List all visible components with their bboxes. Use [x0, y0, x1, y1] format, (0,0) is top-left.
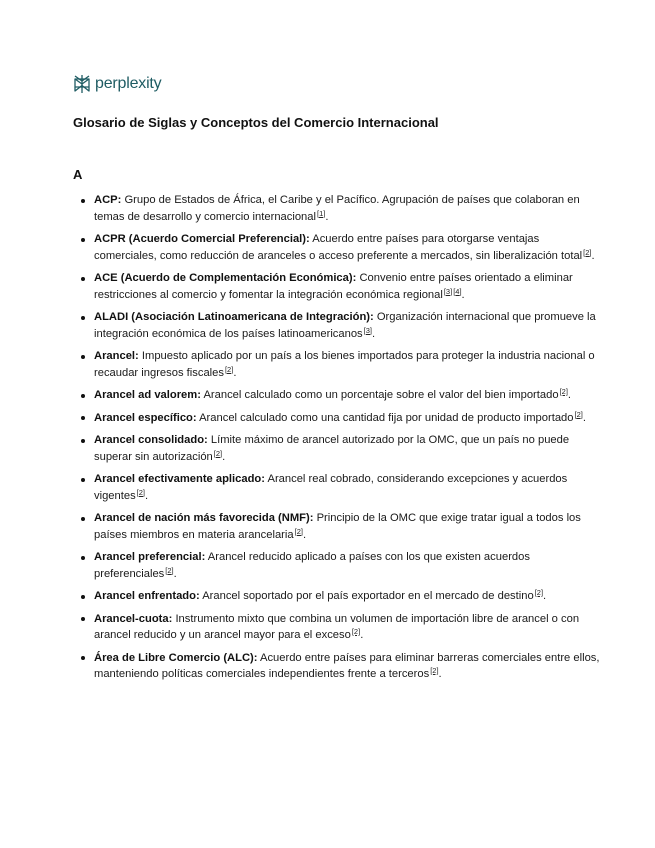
glossary-term: Arancel — [94, 350, 136, 362]
term-separator: : — [195, 590, 200, 602]
citation-link[interactable]: [2] — [559, 387, 568, 396]
glossary-definition: Arancel reducido aplicado a países con los que existen acuerdos preferenciales — [94, 551, 530, 580]
citation-link[interactable]: [2] — [534, 588, 544, 597]
sentence-period: . — [233, 366, 237, 379]
glossary-list — [73, 192, 604, 689]
sentence-period: . — [325, 210, 329, 223]
citation-link[interactable]: [2] — [430, 666, 439, 675]
glossary-term: Arancel específico — [94, 411, 193, 424]
glossary-entry — [94, 309, 604, 342]
sentence-period: . — [461, 288, 465, 301]
term-separator: : — [135, 350, 139, 362]
glossary-definition: Organización internacional que promueve la integración económica de los países latinoamericanos — [94, 311, 596, 340]
perplexity-logo — [73, 74, 161, 94]
glossary-term: ACE (Acuerdo de Complementación Económica) — [94, 272, 353, 284]
citation-link[interactable]: [2] — [213, 448, 223, 458]
glossary-definition: Acuerdo entre países para eliminar barreras comerciales entre ellos, manteniendo políticas comerciales independientes frente a terceros — [94, 651, 600, 680]
citation-link[interactable]: [2] — [574, 409, 583, 419]
citation-link[interactable]: [2] — [294, 526, 303, 536]
term-separator: : — [352, 272, 357, 284]
term-separator: : — [261, 473, 265, 485]
sentence-period: . — [145, 489, 149, 502]
term-separator: : — [201, 551, 206, 563]
citation-link[interactable]: [2] — [224, 364, 234, 374]
glossary-definition: Grupo de Estados de África, el Caribe y el Pacífico. Agrupación de países que colaboran en temas de desarrollo y comercio internacional — [94, 194, 580, 223]
glossary-definition: Impuesto aplicado por un país a los bienes importados para proteger la industria nacional o recaudar ingresos fiscales — [94, 350, 595, 379]
glossary-term: Arancel enfrentado — [94, 590, 196, 602]
glossary-definition: Instrumento mixto que combina un volumen de importación libre de arancel o con arancel reducido y un arancel mayor para el exceso — [94, 612, 580, 641]
glossary-entry — [94, 270, 604, 303]
perplexity-logo-text: perplexity — [95, 75, 162, 92]
term-separator: : — [309, 512, 314, 524]
glossary-definition: Arancel real cobrado, considerando excepciones y acuerdos vigentes — [94, 473, 568, 502]
glossary-entry — [94, 611, 604, 644]
glossary-entry — [94, 192, 604, 225]
sentence-period: . — [438, 668, 442, 680]
citation-link[interactable]: [2] — [351, 627, 361, 636]
glossary-definition: Principio de la OMC que exige tratar igual a todos los países miembros en materia arancelaria — [94, 512, 581, 541]
term-separator: : — [117, 194, 122, 206]
sentence-period: . — [222, 450, 226, 463]
glossary-term: ACPR (Acuerdo Comercial Preferencial) — [94, 233, 307, 245]
sentence-period: . — [173, 567, 177, 580]
glossary-term: Arancel efectivamente aplicado — [94, 473, 262, 485]
term-separator: : — [197, 389, 201, 401]
glossary-term: ACP — [94, 194, 118, 206]
glossary-definition: Límite máximo de arancel autorizado por la OMC, que un país no puede superar sin autorización — [94, 434, 570, 463]
glossary-entry — [94, 588, 604, 605]
glossary-term: Arancel-cuota — [94, 612, 169, 625]
sentence-period: . — [543, 590, 547, 602]
glossary-definition: Arancel soportado por el país exportador en el mercado de destino — [199, 590, 534, 602]
term-separator: : — [253, 651, 258, 664]
sentence-period: . — [582, 411, 586, 424]
section-heading-a: A — [73, 167, 83, 182]
glossary-definition: Convenio entre países orientado a eliminar restricciones al comercio y fomentar la integración económica regional — [94, 272, 573, 301]
glossary-entry — [94, 650, 604, 683]
citation-link[interactable]: [2] — [136, 487, 146, 497]
glossary-entry — [94, 510, 604, 543]
glossary-entry — [94, 432, 604, 465]
glossary-term: Arancel consolidado — [94, 434, 205, 446]
term-separator: : — [204, 434, 208, 446]
citation-link[interactable]: [3] — [363, 325, 372, 335]
glossary-entry — [94, 471, 604, 504]
glossary-term: ALADI (Asociación Latinoamericana de Integración) — [94, 311, 371, 323]
glossary-entry — [94, 549, 604, 582]
glossary-term: Área de Libre Comercio (ALC) — [94, 651, 254, 664]
glossary-definition: Arancel calculado como un porcentaje sobre el valor del bien importado — [200, 389, 559, 401]
citation-link[interactable]: [4] — [453, 286, 462, 296]
glossary-term: Arancel ad valorem — [94, 389, 198, 401]
perplexity-logo-icon — [73, 74, 91, 94]
term-separator: : — [306, 233, 310, 245]
citation-link[interactable]: [2] — [165, 565, 174, 575]
citation-link[interactable]: [1] — [317, 208, 326, 218]
citation-link[interactable]: [3] — [443, 286, 453, 296]
glossary-entry — [94, 231, 604, 264]
term-separator: : — [192, 411, 197, 424]
sentence-period: . — [360, 629, 364, 641]
sentence-period: . — [591, 249, 595, 262]
glossary-definition: Acuerdo entre países para otorgarse ventajas comerciales, como reducción de aranceles o acceso preferente a mercados, sin liberalización total — [94, 233, 583, 262]
sentence-period: . — [567, 389, 572, 401]
glossary-term: Arancel de nación más favorecida (NMF) — [94, 512, 310, 524]
citation-link[interactable]: [2] — [583, 247, 592, 257]
sentence-period: . — [302, 528, 307, 541]
document-title: Glosario de Siglas y Conceptos del Comercio Internacional — [73, 115, 439, 130]
glossary-definition: Arancel calculado como una cantidad fija por unidad de producto importado — [196, 411, 574, 424]
glossary-entry — [94, 348, 604, 381]
glossary-term: Arancel preferencial — [94, 551, 202, 563]
term-separator: : — [370, 311, 374, 323]
term-separator: : — [168, 612, 173, 625]
glossary-entry — [94, 410, 604, 427]
glossary-entry — [94, 387, 604, 404]
sentence-period: . — [372, 327, 376, 340]
